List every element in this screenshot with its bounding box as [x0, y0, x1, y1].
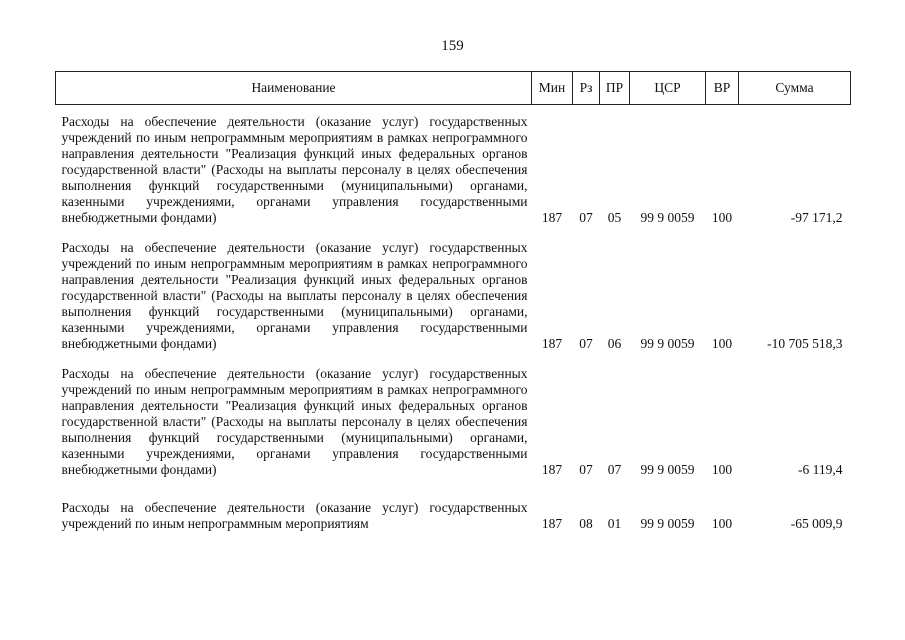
- row-name: Расходы на обеспечение деятельности (оказание услуг) государственных учреждений по иным непрограммным мероприятиям: [61, 500, 528, 531]
- budget-table: [55, 71, 851, 532]
- row-pr: 06: [607, 336, 622, 351]
- row-min: 187: [541, 336, 563, 351]
- row-pr: 01: [607, 516, 622, 531]
- row-min: 187: [541, 210, 563, 225]
- row-rz: 08: [579, 516, 593, 531]
- table-row: [56, 240, 851, 352]
- row-vr: 100: [711, 336, 733, 351]
- row-vr: 100: [711, 462, 733, 477]
- row-vr: 100: [711, 210, 733, 225]
- row-csr: 99 9 0059: [640, 210, 695, 225]
- column-header-csr: ЦСР: [630, 72, 706, 105]
- table-header: [56, 72, 851, 105]
- row-pr: 07: [607, 462, 622, 477]
- row-name: Расходы на обеспечение деятельности (оказание услуг) государственных учреждений по иным непрограммным мероприятиям в рамках непрограммного направления деятельности "Реализация функций иных федеральных органов государственной власти" (Расходы на выплаты персоналу в целях обеспечения выполнения функций государственными (муниципальными) органами, казенными учреждениями, органами управления государственными внебюджетными фондами): [61, 240, 528, 351]
- row-sum: -6 119,4: [798, 462, 843, 477]
- row-min: 187: [541, 462, 563, 477]
- column-header-name: Наименование: [56, 72, 532, 105]
- row-name: Расходы на обеспечение деятельности (оказание услуг) государственных учреждений по иным непрограммным мероприятиям в рамках непрограммного направления деятельности "Реализация функций иных федеральных органов государственной власти" (Расходы на выплаты персоналу в целях обеспечения выполнения функций государственными (муниципальными) органами, казенными учреждениями, органами управления государственными внебюджетными фондами): [61, 366, 528, 477]
- row-csr: 99 9 0059: [640, 336, 695, 351]
- column-header-sum: Сумма: [739, 72, 851, 105]
- column-header-min: Мин: [532, 72, 573, 105]
- column-header-pr: ПР: [600, 72, 630, 105]
- row-pr: 05: [607, 210, 622, 225]
- row-sum: -10 705 518,3: [767, 336, 843, 351]
- row-sum: -97 171,2: [790, 210, 843, 225]
- column-header-rz: Рз: [573, 72, 600, 105]
- row-csr: 99 9 0059: [640, 516, 695, 531]
- table-body: [56, 105, 851, 533]
- row-rz: 07: [579, 210, 593, 225]
- row-sum: -65 009,9: [790, 516, 843, 531]
- table-row: [56, 366, 851, 478]
- row-rz: 07: [579, 336, 593, 351]
- table-row: [56, 105, 851, 227]
- row-csr: 99 9 0059: [640, 462, 695, 477]
- row-rz: 07: [579, 462, 593, 477]
- row-min: 187: [541, 516, 563, 531]
- table-row: [56, 492, 851, 532]
- row-name: Расходы на обеспечение деятельности (оказание услуг) государственных учреждений по иным непрограммным мероприятиям в рамках непрограммного направления деятельности "Реализация функций иных федеральных органов государственной власти" (Расходы на выплаты персоналу в целях обеспечения выполнения функций государственными (муниципальными) органами, казенными учреждениями, органами управления государственными внебюджетными фондами): [61, 114, 528, 225]
- page-number: 159: [441, 38, 464, 54]
- row-vr: 100: [711, 516, 733, 531]
- column-header-vr: ВР: [706, 72, 739, 105]
